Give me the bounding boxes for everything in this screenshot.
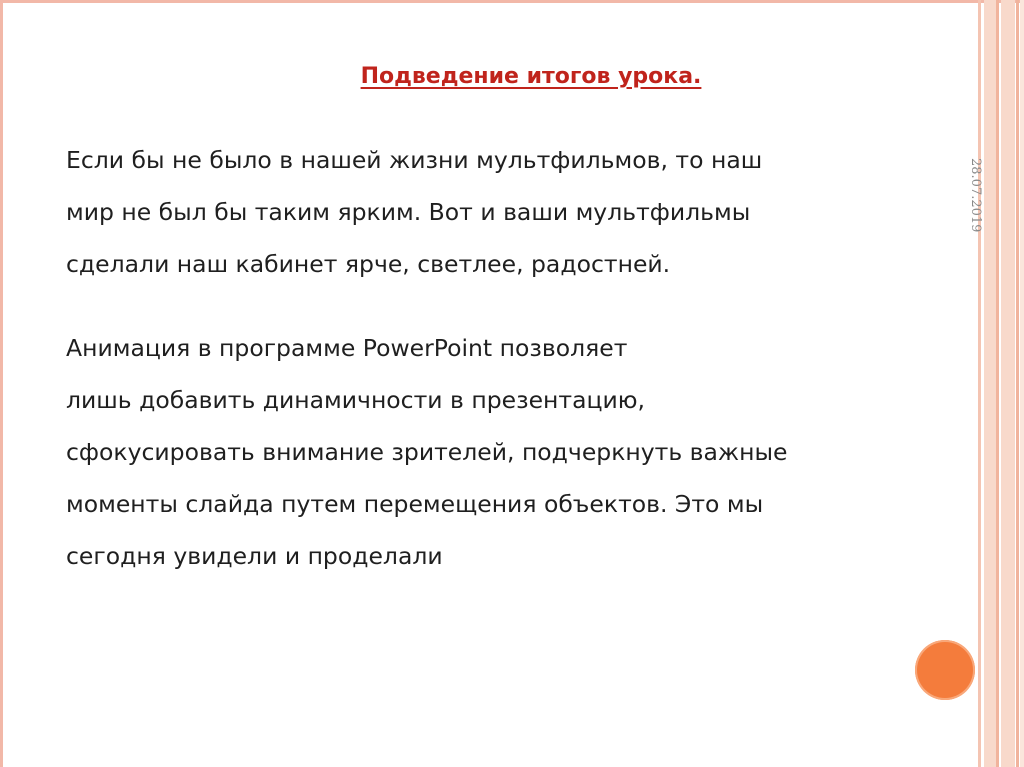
slide-border-left	[0, 0, 3, 767]
decor-stripe	[1016, 0, 1019, 767]
decor-stripe	[996, 0, 999, 767]
slide-title: Подведение итогов урока.	[360, 64, 702, 89]
body-paragraph-1: Если бы не было в нашей жизни мультфильмов, то наш мир не был бы таким ярким. Вот и ваши мультфильмы сделали наш кабинет ярче, светлее, радостней.	[66, 146, 763, 278]
decor-stripe	[1020, 0, 1024, 767]
slide-date: 28.07.2019	[968, 158, 983, 233]
decor-stripe	[1001, 0, 1015, 767]
orange-circle-decoration	[915, 640, 975, 700]
decor-stripe	[984, 0, 996, 767]
slide-border-top	[0, 0, 1024, 3]
decor-stripe	[978, 0, 981, 767]
body-paragraph-2: Анимация в программе PowerPoint позволяет лишь добавить динамичности в презентацию, сфокусировать внимание зрителей, подчеркнуть важные моменты слайда путем перемещения объектов. Это мы сегодня увидели и проделали	[66, 334, 788, 570]
